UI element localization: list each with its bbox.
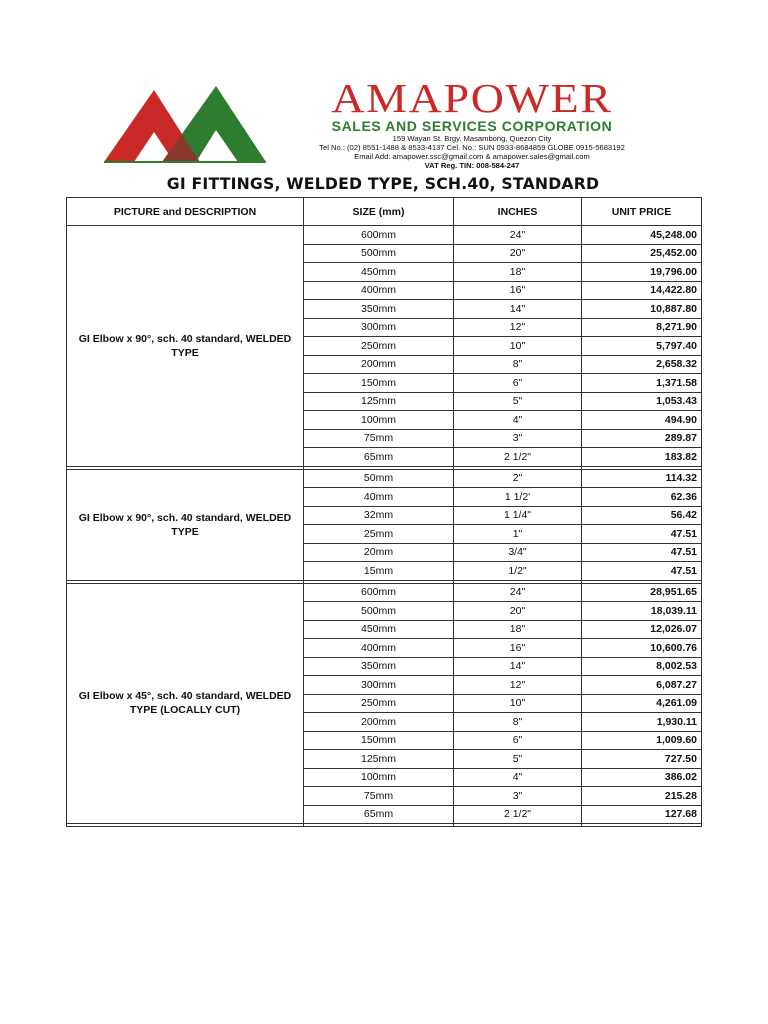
size-mm-cell: 100mm [304,411,454,430]
company-brand [274,75,670,170]
size-mm-cell: 250mm [304,694,454,713]
inches-cell: 1/2" [454,562,582,581]
unit-price-cell: 4,261.09 [582,694,702,713]
inches-cell: 2 1/2" [454,448,582,467]
inches-cell: 10" [454,694,582,713]
price-list [66,197,701,827]
separator-cell [582,824,702,827]
size-mm-cell: 125mm [304,750,454,769]
company-email: Email Add: amapower.ssc@gmail.com & amapower.sales@gmail.com [354,152,590,161]
size-mm-cell: 450mm [304,620,454,639]
unit-price-cell: 2,658.32 [582,355,702,374]
inches-cell: 2" [454,469,582,488]
unit-price-cell: 6,087.27 [582,676,702,695]
size-mm-cell: 125mm [304,392,454,411]
size-mm-cell: 450mm [304,263,454,282]
unit-price-cell: 289.87 [582,429,702,448]
unit-price-cell: 47.51 [582,562,702,581]
inches-cell: 3" [454,429,582,448]
company-subtitle: SALES AND SERVICES CORPORATION [331,118,613,134]
inches-cell: 5" [454,750,582,769]
inches-cell: 24" [454,226,582,245]
company-name: AMAPOWER [331,75,613,121]
inches-cell: 20" [454,602,582,621]
inches-cell: 5" [454,392,582,411]
size-mm-cell: 600mm [304,583,454,602]
unit-price-cell: 1,930.11 [582,713,702,732]
inches-cell: 6" [454,731,582,750]
size-mm-cell: 15mm [304,562,454,581]
inches-cell: 1 1/4" [454,506,582,525]
unit-price-cell: 114.32 [582,469,702,488]
inches-cell: 4" [454,768,582,787]
size-mm-cell: 350mm [304,657,454,676]
size-mm-cell: 150mm [304,731,454,750]
product-description: GI Elbow x 90°, sch. 40 standard, WELDED TYPE [67,226,304,467]
unit-price-cell: 1,053.43 [582,392,702,411]
size-mm-cell: 150mm [304,374,454,393]
inches-cell: 10" [454,337,582,356]
inches-cell: 14" [454,657,582,676]
size-mm-cell: 65mm [304,448,454,467]
group-separator [67,824,702,827]
size-mm-cell: 250mm [304,337,454,356]
table-row [67,469,702,488]
size-mm-cell: 32mm [304,506,454,525]
size-mm-cell: 75mm [304,429,454,448]
inches-cell: 1" [454,525,582,544]
unit-price-cell: 8,271.90 [582,318,702,337]
size-mm-cell: 350mm [304,300,454,319]
unit-price-cell: 10,600.76 [582,639,702,658]
inches-cell: 16" [454,639,582,658]
unit-price-cell: 1,009.60 [582,731,702,750]
unit-price-cell: 386.02 [582,768,702,787]
price-table [66,197,702,827]
size-mm-cell: 400mm [304,639,454,658]
inches-cell: 3/4" [454,543,582,562]
size-mm-cell: 100mm [304,768,454,787]
unit-price-cell: 47.51 [582,525,702,544]
column-header: UNIT PRICE [582,198,702,226]
size-mm-cell: 300mm [304,676,454,695]
inches-cell: 8" [454,355,582,374]
unit-price-cell: 1,371.58 [582,374,702,393]
inches-cell: 4" [454,411,582,430]
company-phones: Tel No.: (02) 8551-1488 & 8533-4137 Cel. No.: SUN 0933-8684859 GLOBE 0915-5683192 [319,143,625,152]
unit-price-cell: 25,452.00 [582,244,702,263]
unit-price-cell: 183.82 [582,448,702,467]
separator-cell [454,824,582,827]
company-address: 159 Wayan St. Brgy. Masambong, Quezon City [392,134,552,143]
separator-cell [67,824,304,827]
company-logo-icon [100,82,270,164]
unit-price-cell: 28,951.65 [582,583,702,602]
size-mm-cell: 65mm [304,805,454,824]
product-description: GI Elbow x 90°, sch. 40 standard, WELDED TYPE [67,469,304,580]
size-mm-cell: 25mm [304,525,454,544]
letterhead [100,75,670,170]
inches-cell: 8" [454,713,582,732]
inches-cell: 3" [454,787,582,806]
size-mm-cell: 500mm [304,244,454,263]
size-mm-cell: 50mm [304,469,454,488]
size-mm-cell: 300mm [304,318,454,337]
unit-price-cell: 5,797.40 [582,337,702,356]
company-tin: VAT Reg. TIN: 008-584-247 [424,161,520,170]
size-mm-cell: 40mm [304,488,454,507]
unit-price-cell: 14,422.80 [582,281,702,300]
inches-cell: 16" [454,281,582,300]
inches-cell: 2 1/2" [454,805,582,824]
size-mm-cell: 500mm [304,602,454,621]
size-mm-cell: 400mm [304,281,454,300]
unit-price-cell: 127.68 [582,805,702,824]
inches-cell: 14" [454,300,582,319]
unit-price-cell: 215.28 [582,787,702,806]
size-mm-cell: 600mm [304,226,454,245]
table-body [67,226,702,827]
column-header: SIZE (mm) [304,198,454,226]
unit-price-cell: 47.51 [582,543,702,562]
size-mm-cell: 200mm [304,355,454,374]
inches-cell: 24" [454,583,582,602]
table-row [67,583,702,602]
unit-price-cell: 18,039.11 [582,602,702,621]
size-mm-cell: 75mm [304,787,454,806]
size-mm-cell: 200mm [304,713,454,732]
table-row [67,226,702,245]
inches-cell: 6" [454,374,582,393]
unit-price-cell: 56.42 [582,506,702,525]
table-header-row [67,198,702,226]
inches-cell: 12" [454,676,582,695]
unit-price-cell: 494.90 [582,411,702,430]
unit-price-cell: 10,887.80 [582,300,702,319]
separator-cell [304,824,454,827]
inches-cell: 20" [454,244,582,263]
unit-price-cell: 12,026.07 [582,620,702,639]
column-header: PICTURE and DESCRIPTION [67,198,304,226]
document-title: GI FITTINGS, WELDED TYPE, SCH.40, STANDARD [166,174,600,193]
inches-cell: 18" [454,263,582,282]
column-header: INCHES [454,198,582,226]
inches-cell: 12" [454,318,582,337]
unit-price-cell: 19,796.00 [582,263,702,282]
unit-price-cell: 8,002.53 [582,657,702,676]
size-mm-cell: 20mm [304,543,454,562]
inches-cell: 18" [454,620,582,639]
unit-price-cell: 62.36 [582,488,702,507]
product-description: GI Elbow x 45°, sch. 40 standard, WELDED TYPE (LOCALLY CUT) [67,583,304,824]
unit-price-cell: 45,248.00 [582,226,702,245]
inches-cell: 1 1/2' [454,488,582,507]
unit-price-cell: 727.50 [582,750,702,769]
